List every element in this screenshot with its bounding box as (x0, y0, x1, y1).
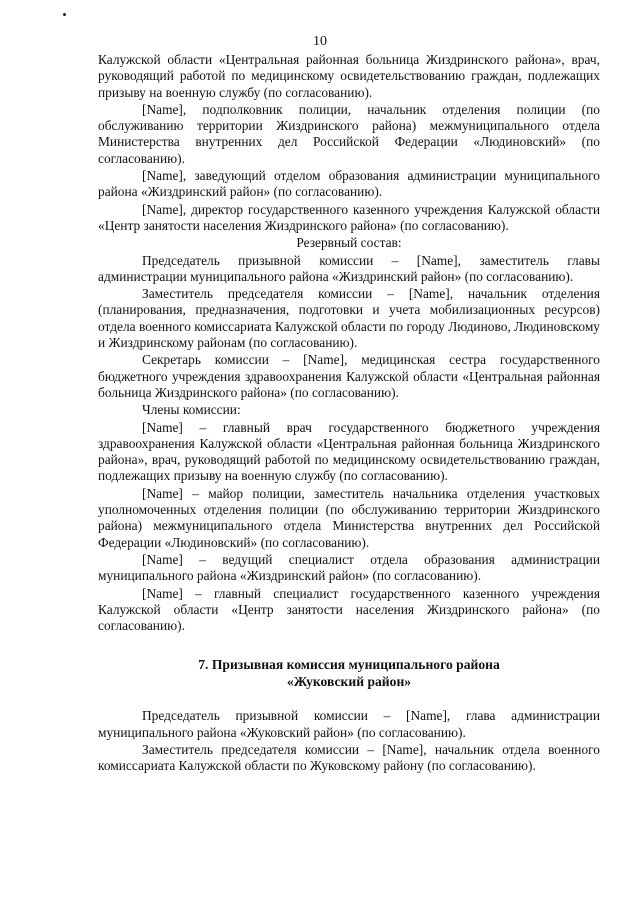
paragraph: Заместитель председателя комиссии – [Name], начальник отделения (планирования, предназначения, подготовки и учета мобилизационных ресурсов) отдела военного комиссариата Калужской области по городу Людиново, Людиновскому и Жиздринскому районам (по согласованию). (98, 286, 600, 351)
paragraph: Калужской области «Центральная районная больница Жиздринского района», врач, руководящий работой по медицинскому освидетельствованию граждан, подлежащих призыву на военную службу (по согласованию). (98, 52, 600, 100)
paragraph: [Name], заведующий отделом образования администрации муниципального района «Жиздринский район» (по согласованию). (98, 168, 600, 200)
section-heading-line2: «Жуковский район» (286, 674, 412, 690)
paragraph: [Name] – майор полиции, заместитель начальника отделения участковых уполномоченных отделения полиции (по обслуживанию территории Жиздринского района) межмуниципального отдела Министерства внутренних дел Российской Федерации «Людиновский» (по согласованию). (98, 485, 600, 550)
paragraph: Заместитель председателя комиссии – [Name], начальник отдела военного комиссариата Калужской области по Жуковскому району (по согласованию). (98, 741, 600, 774)
paragraph: [Name] – ведущий специалист отдела образования администрации муниципального района «Жиздринский район» (по согласованию). (98, 551, 600, 584)
paragraph: [Name], директор государственного казенного учреждения Калужской области «Центр занятости населения Жиздринского района» (по согласованию). (98, 201, 600, 233)
page-number: 10 (313, 34, 327, 49)
document-body (98, 52, 600, 776)
paragraph: [Name] – главный специалист государственного казенного учреждения Калужской области «Центр занятости населения Жиздринского района» (по согласованию). (98, 585, 600, 634)
section-heading (98, 656, 600, 690)
paragraph: Председатель призывной комиссии – [Name], глава администрации муниципального района «Жуковский район» (по согласованию). (98, 708, 600, 740)
commission-members-list (98, 52, 600, 634)
paragraph: Резервный состав: (296, 235, 402, 251)
scan-mark (63, 13, 66, 16)
paragraph: Секретарь комиссии – [Name], медицинская сестра государственного бюджетного учреждения здравоохранения Калужской области «Центральная районная больница Жиздринского района» (по согласованию). (98, 352, 600, 400)
section-heading-line1: 7. Призывная комиссия муниципального района (198, 657, 500, 673)
paragraph: Председатель призывной комиссии – [Name], заместитель главы администрации муниципального района «Жиздринский район» (по согласованию). (98, 252, 600, 284)
paragraph: [Name] – главный врач государственного бюджетного учреждения здравоохранения Калужской области «Центральная районная больница Жиздринского района», врач, руководящий работой по медицинскому освидетельствованию граждан, подлежащих призыву на военную службу (по согласованию). (98, 419, 600, 484)
paragraph: Члены комиссии: (142, 402, 241, 418)
paragraph: [Name], подполковник полиции, начальник отделения полиции (по обслуживанию территории Жиздринского района) межмуниципального отдела Министерства внутренних дел Российской Федерации «Людиновский» (по согласованию). (98, 101, 600, 166)
section-members-list (98, 708, 600, 774)
